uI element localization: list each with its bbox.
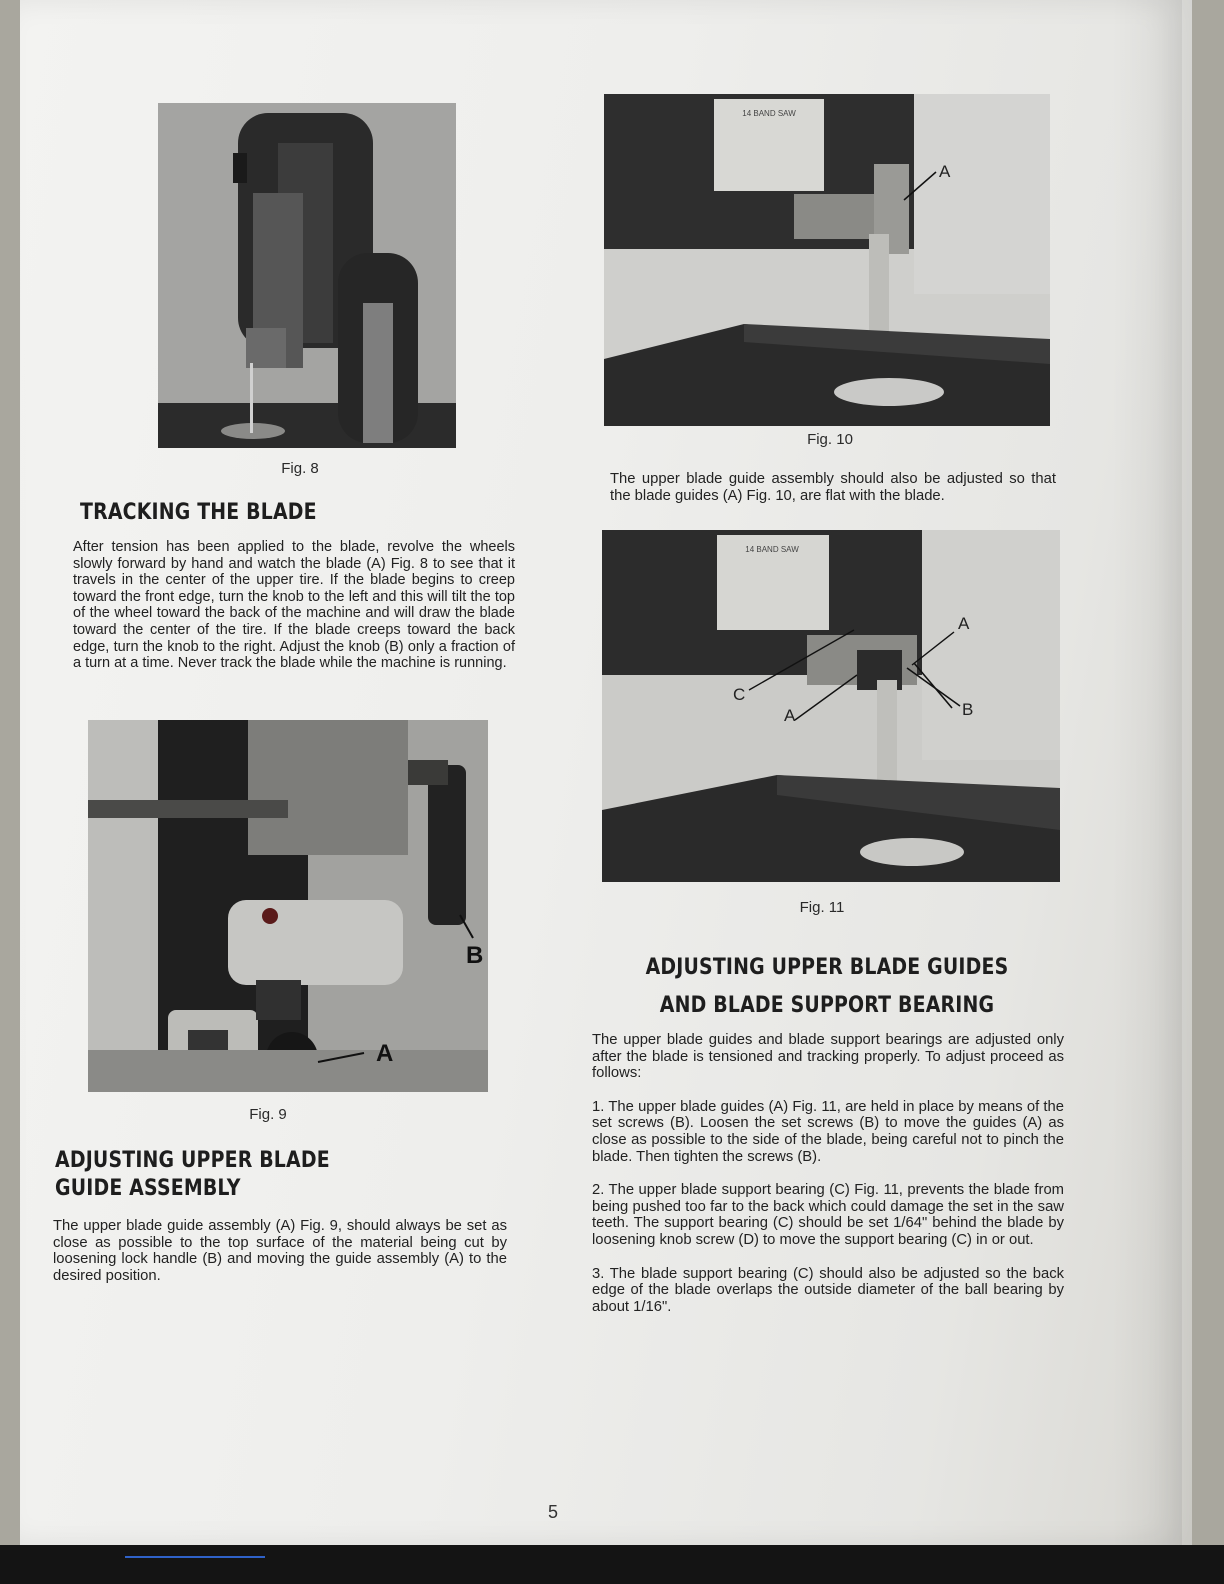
fig10-note: The upper blade guide assembly should also be adjusted so that the blade guides (A) Fig. 10, are flat with the blade. [610, 471, 1056, 504]
upper-guides-step2: 2. The upper blade support bearing (C) Fig. 11, prevents the blade from being pushed too far to the back which could damage the set in the saw teeth. The support bearing (C) should be set 1/64" behind the blade by loosening knob screw (D) to move the support bearing (C) in or out. [592, 1182, 1064, 1248]
fig10-caption: Fig. 10 [807, 431, 853, 448]
fig10-callout-a: A [939, 162, 951, 181]
page-edge-shadow [1112, 0, 1182, 1545]
fig9-caption: Fig. 9 [249, 1106, 287, 1123]
fig9-callout-a: A [376, 1040, 394, 1067]
guide-assembly-body: The upper blade guide assembly (A) Fig. 9, should always be set as close as possible to the top surface of the material being cut by loosening lock handle (B) and moving the guide assembly (A) to the desired position. [53, 1218, 507, 1284]
upper-guides-step3: 3. The blade support bearing (C) should also be adjusted so the back edge of the blade overlaps the outside diameter of the ball bearing by about 1/16". [592, 1265, 1064, 1315]
fig9-callout-b: B [466, 942, 484, 969]
fig11-callout-a-upper: A [958, 614, 970, 633]
guide-assembly-heading-line2: GUIDE ASSEMBLY [55, 1176, 241, 1201]
fig11-callout-b: B [962, 700, 974, 719]
upper-guides-heading-line2: AND BLADE SUPPORT BEARING [659, 993, 995, 1018]
fig11-photo [602, 530, 1060, 882]
bottom-bar [0, 1545, 1224, 1584]
fig10-plate-text: 14 BAND SAW [742, 109, 796, 118]
tracking-heading: TRACKING THE BLADE [80, 500, 317, 525]
tracking-body: After tension has been applied to the blade, revolve the wheels slowly forward by hand and watch the blade (A) Fig. 8 to see that it travels in the center of the upper tire. If the blade begins to creep toward the front edge, turn the knob to the left and this will tilt the top of the wheel toward the back of the machine and will draw the blade toward the center of the tire. If the blade creeps toward the back edge, turn the knob to the right. Adjust the knob (B) only a fraction of a turn at a time. Never track the blade while the machine is running. [73, 539, 515, 672]
upper-guides-step1: 1. The upper blade guides (A) Fig. 11, are held in place by means of the set screws (B). Loosen the set screws (B) to move the guides (A) as close as possible to the side of the blade, being careful not to pinch the blade. Then tighten the screws (B). [592, 1098, 1064, 1165]
fig11-caption: Fig. 11 [799, 899, 845, 916]
page-number: 5 [548, 1502, 559, 1522]
fig8-photo [158, 103, 456, 448]
fig9-photo [88, 720, 488, 1092]
fig11-plate-text: 14 BAND SAW [745, 545, 799, 554]
bottom-link-underline [125, 1556, 265, 1558]
fig11-callout-a-lower: A [784, 706, 796, 725]
fig11-callout-c: C [733, 685, 746, 704]
upper-guides-body [592, 1032, 1064, 1332]
upper-guides-heading-line1: ADJUSTING UPPER BLADE GUIDES [645, 955, 1009, 980]
guide-assembly-heading-line1: ADJUSTING UPPER BLADE [55, 1148, 330, 1173]
upper-guides-intro: The upper blade guides and blade support bearings are adjusted only after the blade is tensioned and tracking properly. To adjust proceed as follows: [592, 1032, 1064, 1082]
fig10-photo [604, 94, 1050, 426]
fig8-caption: Fig. 8 [281, 460, 319, 477]
